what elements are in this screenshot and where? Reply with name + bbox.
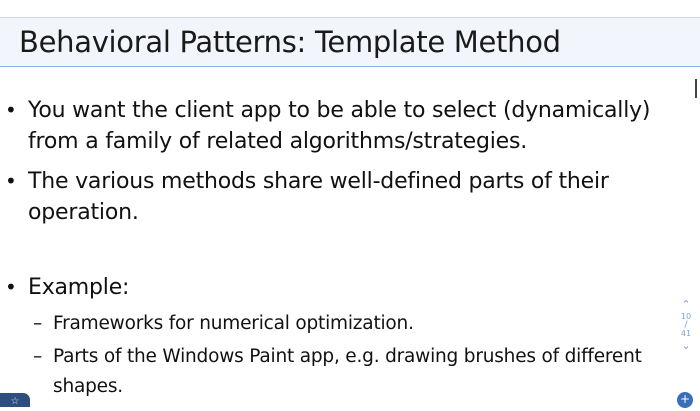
- bullet-text: The various methods share well-defined parts of their operation.: [28, 169, 609, 225]
- page-current: 10: [680, 312, 692, 321]
- slide-title: Behavioral Patterns: Template Method: [19, 25, 561, 59]
- bullet-item: [0, 166, 680, 228]
- page-navigator: [676, 298, 696, 353]
- sub-bullet-dash: –: [33, 313, 43, 334]
- bullet-item: [0, 272, 680, 303]
- sub-bullet-item: [0, 342, 680, 402]
- chevron-down-icon[interactable]: ⌄: [681, 339, 691, 352]
- page-separator: /: [684, 320, 688, 330]
- sub-bullet-dash: –: [33, 346, 43, 367]
- text-cursor: [695, 79, 697, 98]
- bullet-dot: •: [5, 275, 17, 299]
- chevron-up-icon[interactable]: ⌃: [681, 298, 691, 311]
- star-icon[interactable]: ☆: [0, 393, 30, 407]
- bullet-text: You want the client app to be able to select (dynamically) from a family of related algorithms/strategies.: [28, 98, 651, 154]
- sub-bullet-item: [0, 309, 680, 339]
- zoom-plus-icon[interactable]: +: [677, 392, 693, 408]
- bullet-dot: •: [5, 169, 17, 193]
- sub-bullet-text: Frameworks for numerical optimization.: [53, 313, 414, 334]
- sub-bullet-text: Parts of the Windows Paint app, e.g. drawing brushes of different shapes.: [53, 346, 642, 397]
- bullet-dot: •: [5, 98, 17, 122]
- slide-content: [0, 95, 680, 402]
- bullet-item: [0, 95, 680, 157]
- bullet-text: Example:: [28, 275, 130, 300]
- page-total: 41: [680, 329, 692, 338]
